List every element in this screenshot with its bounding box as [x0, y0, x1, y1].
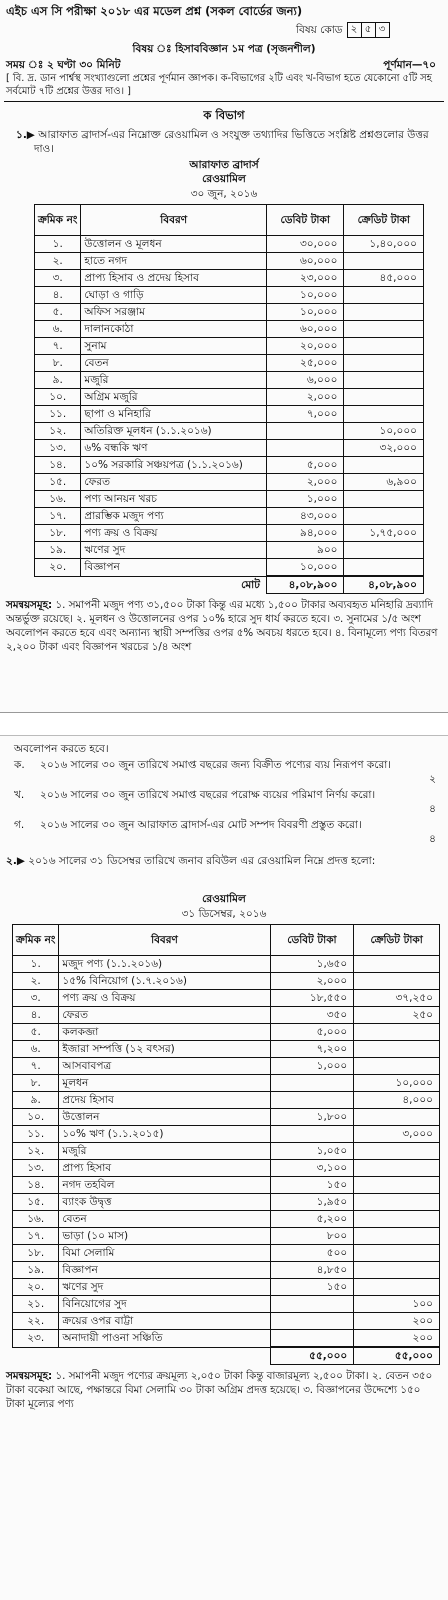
- row-credit: [344, 304, 424, 321]
- row-serial: ৪.: [35, 287, 81, 304]
- table-row: [13, 1330, 440, 1348]
- sub-question-text: ২০১৬ সালের ৩০ জুন তারিখে সমাপ্ত বছরের পরোক্ষ ব্যয়ের পরিমাণ নির্ণয় করো।: [40, 789, 376, 801]
- row-credit: ২৫০: [354, 1007, 440, 1024]
- row-description: মূলধন: [59, 1075, 270, 1092]
- q1-company: আরাফাত ব্রাদার্স: [189, 159, 259, 171]
- row-serial: ১৩.: [35, 440, 81, 457]
- row-description: হাতে নগদ: [81, 253, 267, 270]
- table-row: [35, 270, 424, 287]
- subject-name: বিষয় ঃ হিসাববিজ্ঞান ১ম পত্র (সৃজনশীল): [132, 43, 316, 55]
- col-header: ডেবিট টাকা: [266, 205, 344, 236]
- code-digit: ২: [350, 24, 358, 35]
- row-description: ১০% সরকারি সঞ্চয়পত্র (১.১.২০১৬): [81, 457, 267, 474]
- row-credit: ৪,০০০: [354, 1092, 440, 1109]
- row-debit: ৩৫০: [270, 1007, 354, 1024]
- q2-number: ২.▶: [6, 855, 25, 867]
- table-row: [13, 1126, 440, 1143]
- row-serial: ২.: [35, 253, 81, 270]
- section-heading: ক বিভাগ: [203, 108, 245, 122]
- row-credit: [354, 1041, 440, 1058]
- row-description: প্রাপ্য হিসাব ও প্রদেয় হিসাব: [81, 270, 267, 287]
- row-credit: [354, 1194, 440, 1211]
- row-description: অফিস সরঞ্জাম: [81, 304, 267, 321]
- row-debit: ২,০০০: [266, 474, 344, 491]
- row-description: পণ্য আনয়ন খরচ: [81, 491, 267, 508]
- row-debit: ২৫,০০০: [266, 355, 344, 372]
- sub-question-ga: [14, 818, 438, 848]
- row-debit: ৫,০০০: [266, 457, 344, 474]
- row-debit: ১০,০০০: [266, 287, 344, 304]
- row-serial: ১০.: [35, 389, 81, 406]
- row-credit: ৩,০০০: [354, 1126, 440, 1143]
- table-row: [35, 236, 424, 253]
- row-serial: ৬.: [13, 1041, 59, 1058]
- row-description: অনাদায়ী পাওনা সঞ্চিতি: [59, 1330, 270, 1348]
- table-row: [35, 423, 424, 440]
- sub-question-kha: [14, 788, 438, 818]
- row-description: বিজ্ঞাপন: [59, 1262, 270, 1279]
- row-credit: ১০,০০০: [354, 1075, 440, 1092]
- table-row: [35, 457, 424, 474]
- table-row: [35, 491, 424, 508]
- table-row: [35, 253, 424, 270]
- table-row: [35, 525, 424, 542]
- row-credit: [344, 372, 424, 389]
- exam-instruction: [ বি. দ্র. ডান পার্শ্বস্থ সংখ্যাগুলো প্রশ্নের পূর্ণমান জ্ঞাপক। ক-বিভাগের ২টি এবং খ-বিভাগ হতে যেকোনো ৫টি সহ সর্বমোট ৭টি প্রশ্নের উত্তর দাও। ]: [6, 73, 432, 97]
- row-serial: ৭.: [35, 338, 81, 355]
- row-credit: ৩৭,২৫০: [354, 990, 440, 1007]
- row-serial: ১৯.: [13, 1262, 59, 1279]
- q1-text: আরাফাত ব্রাদার্স-এর নিম্নোক্ত রেওয়ামিল ও সংযুক্ত তথ্যাদির ভিত্তিতে সংশ্লিষ্ট প্রশ্নগুলোর উত্তর দাও।: [34, 129, 429, 155]
- row-debit: ১৮,৫৫০: [270, 990, 354, 1007]
- row-credit: ৩২,০০০: [344, 440, 424, 457]
- row-credit: ২০০: [354, 1313, 440, 1330]
- row-serial: ৩.: [13, 990, 59, 1007]
- adjustments-label: সমন্বয়সমূহ:: [6, 1370, 53, 1382]
- row-serial: ৭.: [13, 1058, 59, 1075]
- row-credit: [344, 508, 424, 525]
- row-credit: ২০০: [354, 1330, 440, 1348]
- total-row: [13, 1347, 440, 1365]
- row-serial: ২.: [13, 973, 59, 990]
- row-serial: ৮.: [13, 1075, 59, 1092]
- table-header-row: [35, 205, 424, 236]
- row-credit: [344, 559, 424, 577]
- table-row: [35, 372, 424, 389]
- q1-adjustments: [6, 598, 440, 654]
- q1-number: ১.▶: [16, 129, 35, 141]
- table-row: [13, 1279, 440, 1296]
- subject-code-box: [347, 22, 390, 38]
- row-description: ঋণের সুদ: [81, 542, 267, 559]
- table-row: [13, 1109, 440, 1126]
- row-serial: ১৩.: [13, 1160, 59, 1177]
- row-description: পণ্য ক্রয় ও বিক্রয়: [81, 525, 267, 542]
- table-row: [13, 1160, 440, 1177]
- row-credit: [344, 491, 424, 508]
- subject-code-label: বিষয় কোড: [296, 24, 343, 36]
- row-description: কলকব্জা: [59, 1024, 270, 1041]
- row-serial: ১৬.: [13, 1211, 59, 1228]
- col-header: বিবরণ: [81, 205, 267, 236]
- total-row: [35, 576, 424, 594]
- row-credit: [344, 389, 424, 406]
- row-credit: [354, 1109, 440, 1126]
- row-description: অগ্রিম মজুরি: [81, 389, 267, 406]
- row-description: মজুরি: [81, 372, 267, 389]
- row-credit: [344, 406, 424, 423]
- table-row: [13, 1177, 440, 1194]
- row-description: ঋণের সুদ: [59, 1279, 270, 1296]
- row-debit: [270, 1075, 354, 1092]
- row-description: উত্তোলন: [59, 1109, 270, 1126]
- sub-question-mark: ৪: [429, 833, 436, 845]
- row-serial: ২২.: [13, 1313, 59, 1330]
- q1-table-title: রেওয়ামিল: [202, 173, 246, 185]
- page-2: [0, 736, 448, 1600]
- row-debit: ৫,২০০: [270, 1211, 354, 1228]
- col-header: ক্রমিক নং: [35, 205, 81, 236]
- row-serial: ৬.: [35, 321, 81, 338]
- q2-date: ৩১ ডিসেম্বর, ২০১৬: [181, 908, 267, 920]
- sub-question-label: খ.: [14, 789, 25, 801]
- table-row: [13, 1024, 440, 1041]
- row-credit: [344, 338, 424, 355]
- row-serial: ৮.: [35, 355, 81, 372]
- table-row: [13, 956, 440, 973]
- row-debit: [266, 423, 344, 440]
- row-credit: ৪৫,০০০: [344, 270, 424, 287]
- row-serial: ১.: [35, 236, 81, 253]
- code-digit: ৩: [375, 23, 389, 37]
- q2-adjustments: [6, 1369, 440, 1411]
- row-credit: [354, 1262, 440, 1279]
- row-debit: [270, 1126, 354, 1143]
- row-serial: ৫.: [13, 1024, 59, 1041]
- row-serial: ২৩.: [13, 1330, 59, 1348]
- total-credit: ৫৫,০০০: [354, 1347, 440, 1365]
- row-debit: [266, 440, 344, 457]
- row-description: বিনিয়োগের সুদ: [59, 1296, 270, 1313]
- row-debit: [270, 1330, 354, 1348]
- row-debit: ৬০,০০০: [266, 321, 344, 338]
- row-serial: ৯.: [35, 372, 81, 389]
- q1-sub-questions: [14, 758, 438, 848]
- row-serial: ১৮.: [13, 1245, 59, 1262]
- row-serial: ১১.: [35, 406, 81, 423]
- row-serial: ১২.: [35, 423, 81, 440]
- row-description: আসবাবপত্র: [59, 1058, 270, 1075]
- total-credit: ৪,০৮,৯০০: [344, 576, 424, 594]
- total-blank: [13, 1347, 59, 1365]
- row-debit: ৪,৮৫০: [270, 1262, 354, 1279]
- sub-question-ka: [14, 758, 438, 788]
- row-credit: [344, 355, 424, 372]
- row-description: ব্যাংক উদ্বৃত্ত: [59, 1194, 270, 1211]
- table-row: [13, 1296, 440, 1313]
- q2-trial-balance: [12, 924, 440, 1365]
- table-row: [13, 1245, 440, 1262]
- table-row: [35, 389, 424, 406]
- row-debit: ২৩,০০০: [266, 270, 344, 287]
- sub-question-text: ২০১৬ সালের ৩০ জুন আরাফাত ব্রাদার্স-এর মোট সম্পদ বিবরণী প্রস্তুত করো।: [40, 819, 362, 831]
- row-credit: [354, 1143, 440, 1160]
- table-row: [35, 304, 424, 321]
- row-debit: ৫,০০০: [270, 1024, 354, 1041]
- col-header: ডেবিট টাকা: [270, 925, 354, 956]
- q1-adjustments-continued: অবলোপন করতে হবে।: [14, 743, 109, 755]
- row-description: ঘোড়া ও গাড়ি: [81, 287, 267, 304]
- row-description: প্রারম্ভিক মজুদ পণ্য: [81, 508, 267, 525]
- row-debit: ১,০৫০: [270, 1143, 354, 1160]
- row-serial: ১৬.: [35, 491, 81, 508]
- row-credit: ১০,০০০: [344, 423, 424, 440]
- table-row: [35, 406, 424, 423]
- q2-prompt: [6, 854, 438, 868]
- row-debit: ১,৯৫০: [270, 1194, 354, 1211]
- row-serial: ১৪.: [35, 457, 81, 474]
- total-label: মোট: [81, 576, 267, 594]
- row-debit: ১,০০০: [266, 491, 344, 508]
- row-serial: ১৯.: [35, 542, 81, 559]
- row-description: মজুরি: [59, 1143, 270, 1160]
- row-description: বেতন: [81, 355, 267, 372]
- full-marks: পূর্ণমান—৭০: [383, 59, 436, 71]
- col-header: ক্রমিক নং: [13, 925, 59, 956]
- row-serial: ১৭.: [13, 1228, 59, 1245]
- adjustments-text: ১. সমাপনী মজুদ পণ্য ৩১,৫০০ টাকা কিন্তু এর মধ্যে ১,৫০০ টাকার অব্যবহৃত মনিহারি দ্রব্যাদি অন্তর্ভুক্ত রয়েছে। ২. মূলধন ও উত্তোলনের ওপর ১০% হারে সুদ ধার্য করতে হবে। ৩. সুনামের ১/৫ অংশ অবলোপন করতে হবে এবং অন্যান্য স্থায়ী সম্পত্তির ওপর ৫% অবচয় ধরতে হবে। ৪. বিনামূল্যে পণ্য বিতরণ ২,২০০ টাকা এবং বিজ্ঞাপন খরচের ১/৪ অংশ: [6, 599, 438, 653]
- table-row: [13, 1228, 440, 1245]
- row-debit: ৯৪,০০০: [266, 525, 344, 542]
- row-credit: [354, 1160, 440, 1177]
- row-debit: ১,৮০০: [270, 1109, 354, 1126]
- row-debit: ৯০০: [266, 542, 344, 559]
- row-debit: ৮০০: [270, 1228, 354, 1245]
- row-serial: ২০.: [35, 559, 81, 577]
- q2-table-title: রেওয়ামিল: [202, 893, 246, 905]
- row-serial: ২০.: [13, 1279, 59, 1296]
- q1-date: ৩০ জুন, ২০১৬: [190, 188, 258, 200]
- total-label: [59, 1347, 270, 1365]
- row-credit: [344, 321, 424, 338]
- row-description: ইজারা সম্পত্তি (১২ বৎসর): [59, 1041, 270, 1058]
- row-debit: [270, 1296, 354, 1313]
- row-credit: [354, 1228, 440, 1245]
- row-description: বিমা সেলামি: [59, 1245, 270, 1262]
- row-description: ১০% ঋণ (১.১.২০১৫): [59, 1126, 270, 1143]
- table-header-row: [13, 925, 440, 956]
- row-debit: ১৫০: [270, 1177, 354, 1194]
- table-row: [35, 321, 424, 338]
- total-debit: ৫৫,০০০: [270, 1347, 354, 1365]
- row-serial: ১০.: [13, 1109, 59, 1126]
- row-debit: ৬,০০০: [266, 372, 344, 389]
- row-description: ভাড়া (১০ মাস): [59, 1228, 270, 1245]
- row-description: বেতন: [59, 1211, 270, 1228]
- row-debit: ২০,০০০: [266, 338, 344, 355]
- row-credit: [354, 1177, 440, 1194]
- row-debit: ১০,০০০: [266, 304, 344, 321]
- row-credit: [344, 542, 424, 559]
- table-row: [13, 1075, 440, 1092]
- table-row: [35, 287, 424, 304]
- row-debit: [270, 1313, 354, 1330]
- row-description: পণ্য ক্রয় ও বিক্রয়: [59, 990, 270, 1007]
- row-serial: ১.: [13, 956, 59, 973]
- row-description: সুনাম: [81, 338, 267, 355]
- row-debit: ২,০০০: [270, 973, 354, 990]
- row-credit: [344, 253, 424, 270]
- total-debit: ৪,০৮,৯০০: [266, 576, 344, 594]
- sub-question-label: ক.: [14, 759, 25, 771]
- row-debit: ৭,২০০: [270, 1041, 354, 1058]
- row-debit: [270, 1092, 354, 1109]
- table-row: [35, 474, 424, 491]
- row-serial: ১৫.: [13, 1194, 59, 1211]
- row-credit: [354, 973, 440, 990]
- table-row: [13, 1262, 440, 1279]
- total-blank: [35, 576, 81, 594]
- row-debit: ৭,০০০: [266, 406, 344, 423]
- row-serial: ১৪.: [13, 1177, 59, 1194]
- table-row: [35, 355, 424, 372]
- row-credit: [354, 1245, 440, 1262]
- row-credit: ১০০: [354, 1296, 440, 1313]
- row-description: বিজ্ঞাপন: [81, 559, 267, 577]
- row-description: ৬% বন্ধকি ঋণ: [81, 440, 267, 457]
- row-description: প্রাপ্য হিসাব: [59, 1160, 270, 1177]
- table-row: [13, 1313, 440, 1330]
- table-row: [35, 440, 424, 457]
- row-serial: ১৭.: [35, 508, 81, 525]
- row-serial: ৫.: [35, 304, 81, 321]
- adjustments-label: সমন্বয়সমূহ:: [6, 599, 53, 611]
- row-serial: ১৫.: [35, 474, 81, 491]
- row-description: প্রদেয় হিসাব: [59, 1092, 270, 1109]
- row-debit: ৫০০: [270, 1245, 354, 1262]
- code-digit: ৫: [361, 23, 375, 37]
- row-serial: ৩.: [35, 270, 81, 287]
- sub-question-label: গ.: [14, 819, 25, 831]
- row-description: মজুদ পণ্য (১.১.২০১৬): [59, 956, 270, 973]
- row-serial: ৯.: [13, 1092, 59, 1109]
- row-debit: ৩০,০০০: [266, 236, 344, 253]
- exam-title: এইচ এস সি পরীক্ষা ২০১৮ এর মডেল প্রশ্ন (সকল বোর্ডের জন্য): [6, 4, 303, 18]
- table-row: [13, 990, 440, 1007]
- row-debit: ৬০,০০০: [266, 253, 344, 270]
- divider: [4, 101, 444, 102]
- row-description: ফেরত: [59, 1007, 270, 1024]
- row-debit: ১০,০০০: [266, 559, 344, 577]
- page-1: [0, 0, 448, 712]
- q1-trial-balance: [34, 204, 424, 594]
- sub-question-text: ২০১৬ সালের ৩০ জুন তারিখে সমাপ্ত বছরের জন্য বিক্রীত পণ্যের ব্যয় নিরূপণ করো।: [40, 759, 392, 771]
- q2-text: ২০১৬ সালের ৩১ ডিসেম্বর তারিখে জনাব রবিউল এর রেওয়ামিল নিম্নে প্রদত্ত হলো:: [28, 855, 376, 867]
- row-debit: ১,৬৫০: [270, 956, 354, 973]
- row-description: অতিরিক্ত মূলধন (১.১.২০১৬): [81, 423, 267, 440]
- row-description: ফেরত: [81, 474, 267, 491]
- col-header: ক্রেডিট টাকা: [354, 925, 440, 956]
- table-row: [13, 1194, 440, 1211]
- row-credit: ৬,৯০০: [344, 474, 424, 491]
- table-row: [13, 1143, 440, 1160]
- row-serial: ১৮.: [35, 525, 81, 542]
- subject-code: [296, 22, 390, 38]
- page-break: [0, 712, 448, 736]
- row-debit: ১৫০: [270, 1279, 354, 1296]
- row-debit: ৩,১০০: [270, 1160, 354, 1177]
- row-debit: ৪৩,০০০: [266, 508, 344, 525]
- table-row: [13, 1058, 440, 1075]
- row-serial: ১১.: [13, 1126, 59, 1143]
- sub-question-mark: ২: [429, 773, 436, 785]
- table-row: [13, 1007, 440, 1024]
- row-debit: ১,০০০: [270, 1058, 354, 1075]
- row-credit: [354, 1024, 440, 1041]
- row-description: নগদ তহবিল: [59, 1177, 270, 1194]
- col-header: বিবরণ: [59, 925, 270, 956]
- adjustments-text: ১. সমাপনী মজুদ পণ্যের ক্রয়মূল্য ২,০৫০ টাকা কিন্তু বাজারমূল্য ২,৫০০ টাকা। ২. বেতন ৩৫০ টাকা বকেয়া আছে, পক্ষান্তরে বিমা সেলামি ৩০ টাকা অগ্রিম প্রদত্ত হয়েছে। ৩. বিজ্ঞাপনের উদ্দেশ্যে ১৫০ টাকা মূল্যের পণ্য: [6, 1370, 433, 1410]
- sub-question-mark: ৪: [429, 803, 436, 815]
- table-row: [35, 338, 424, 355]
- row-description: উত্তোলন ও মূলধন: [81, 236, 267, 253]
- row-description: দালানকোঠা: [81, 321, 267, 338]
- row-description: ছাপা ও মনিহারি: [81, 406, 267, 423]
- table-row: [13, 1211, 440, 1228]
- exam-time: সময় ঃ ২ ঘণ্টা ৩০ মিনিট: [6, 59, 121, 71]
- row-credit: [354, 1058, 440, 1075]
- row-description: ক্রয়ের ওপর বাট্টা: [59, 1313, 270, 1330]
- table-row: [35, 542, 424, 559]
- q1-prompt: [16, 128, 438, 156]
- row-credit: [354, 956, 440, 973]
- row-credit: [344, 457, 424, 474]
- row-credit: [354, 1211, 440, 1228]
- row-debit: ২,০০০: [266, 389, 344, 406]
- table-row: [35, 559, 424, 577]
- table-row: [13, 973, 440, 990]
- row-credit: [344, 287, 424, 304]
- row-description: ১৫% বিনিয়োগ (১.৭.২০১৬): [59, 973, 270, 990]
- table-row: [13, 1041, 440, 1058]
- row-credit: ১,৪০,০০০: [344, 236, 424, 253]
- col-header: ক্রেডিট টাকা: [344, 205, 424, 236]
- row-serial: ২১.: [13, 1296, 59, 1313]
- row-serial: ৪.: [13, 1007, 59, 1024]
- row-credit: [354, 1279, 440, 1296]
- row-credit: ১,৭৫,০০০: [344, 525, 424, 542]
- row-serial: ১২.: [13, 1143, 59, 1160]
- table-row: [13, 1092, 440, 1109]
- table-row: [35, 508, 424, 525]
